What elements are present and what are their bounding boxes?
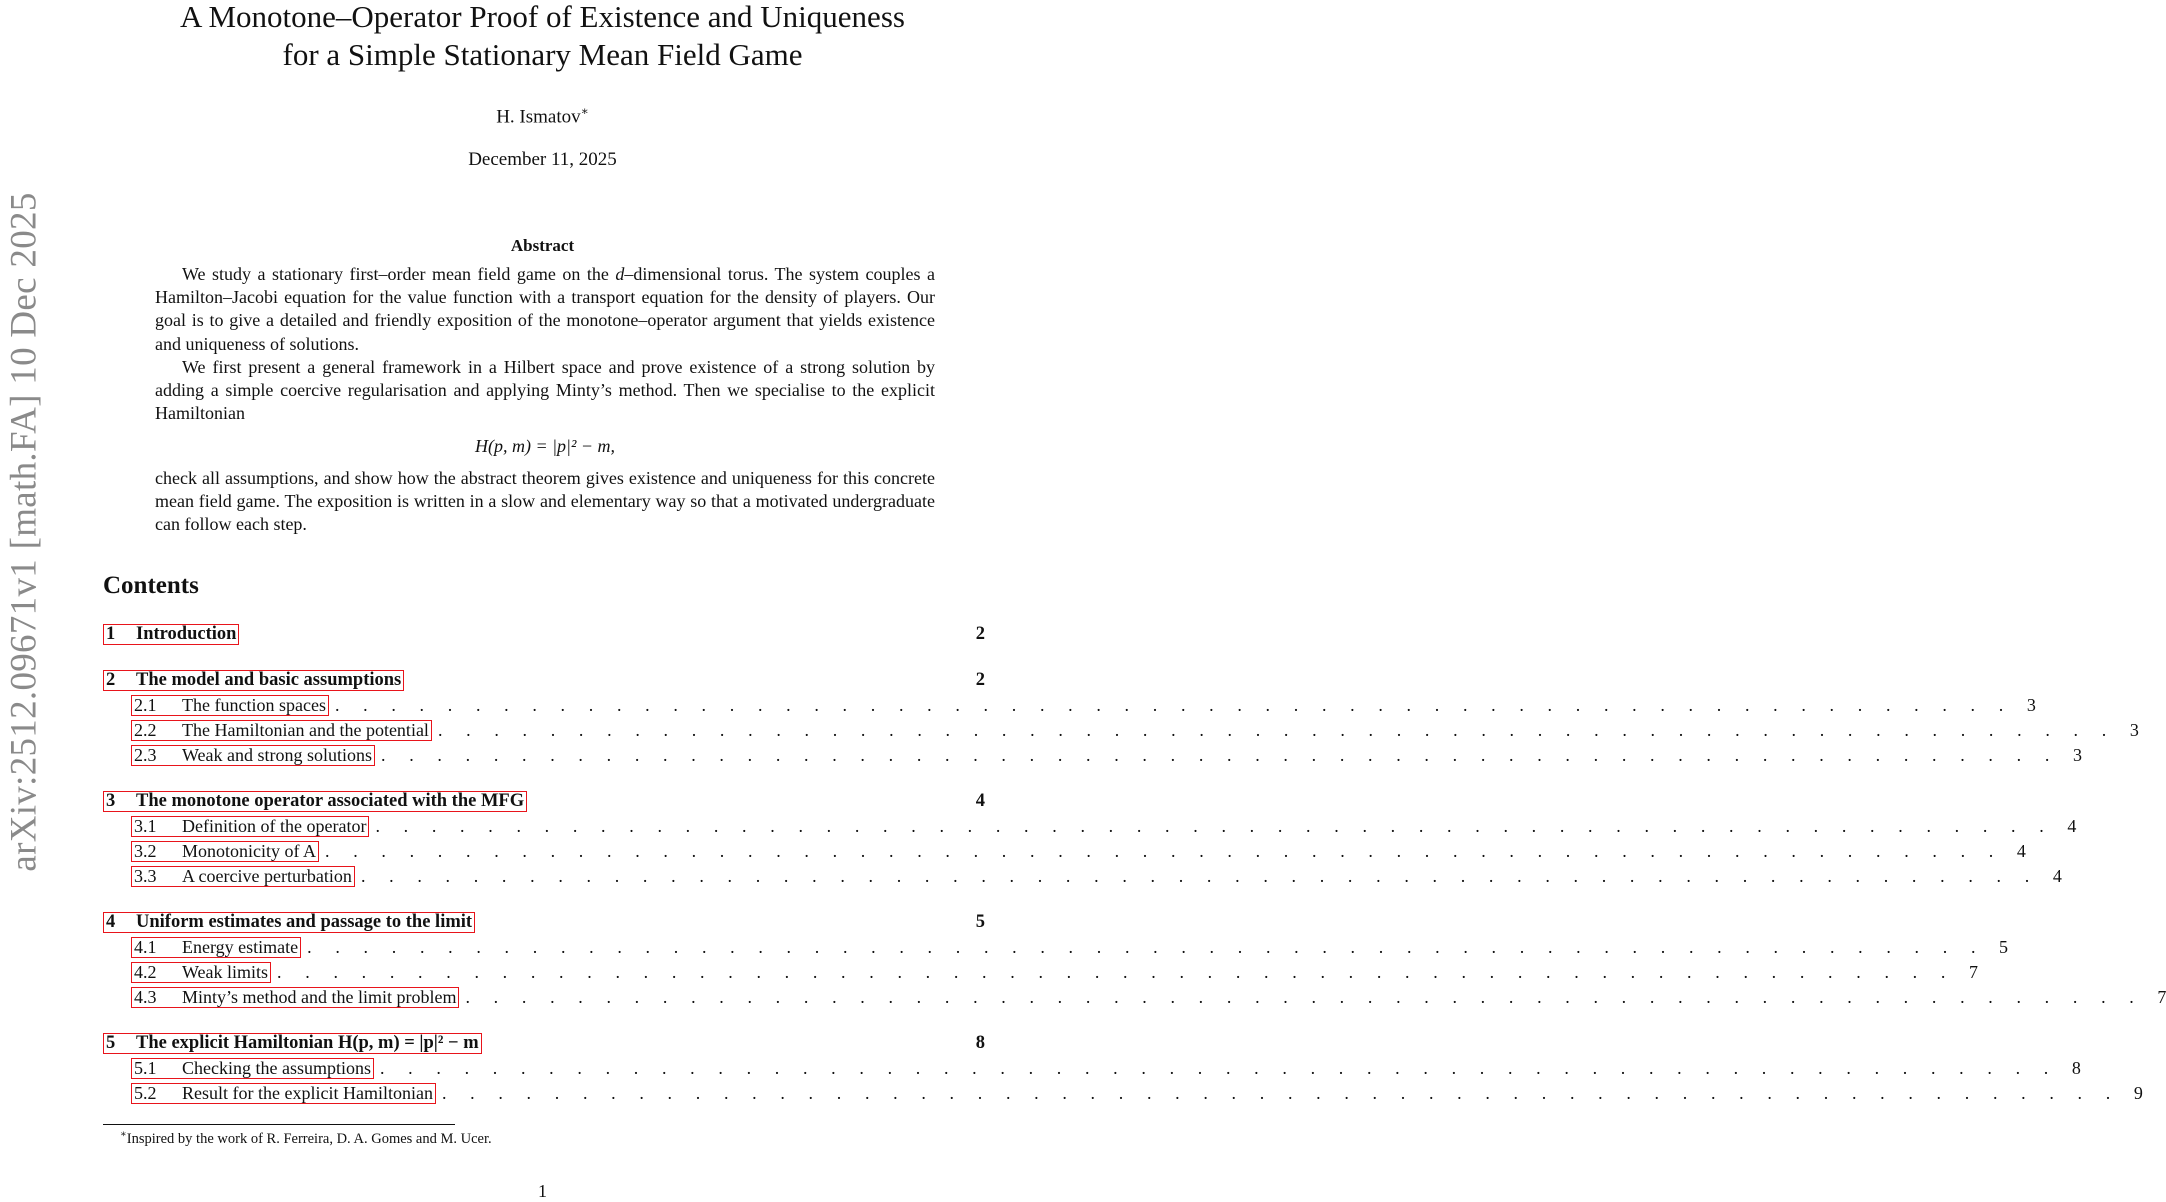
toc-link[interactable]	[131, 937, 301, 958]
page-ref[interactable]: 4	[2052, 866, 2062, 886]
page-ref[interactable]: 3	[2026, 695, 2036, 715]
subsection-number: 3.2	[134, 841, 157, 861]
leader-dots: . . . . . . . . . . . . . . . . . . . . . . . . . . . . . . . . . . . . . . . . . . . . . . . . . . . . . . . . . . . .	[307, 937, 1986, 957]
toc-subsection	[103, 745, 2082, 770]
toc-link[interactable]	[131, 720, 432, 741]
toc-subsection	[103, 841, 2026, 866]
section-title: Introduction	[136, 624, 237, 644]
page-ref[interactable]: 5	[1999, 937, 2009, 957]
section-title: The model and basic assumptions	[136, 670, 402, 690]
page-ref[interactable]: 9	[2133, 1083, 2143, 1103]
page-ref[interactable]: 5	[975, 912, 985, 932]
footnote-mark: ∗	[120, 1129, 127, 1140]
leader-dots: . . . . . . . . . . . . . . . . . . . . . . . . . . . . . . . . . . . . . . . . . . . . . . . . . . . . . . . . . . . .	[334, 695, 2013, 715]
page-ref[interactable]: 3	[2129, 720, 2139, 740]
page-ref[interactable]: 4	[2067, 816, 2077, 836]
section-number: 2	[106, 670, 116, 690]
paper-title	[100, 0, 985, 74]
abstract-paragraph-2: We first present a general framework in a Hilbert space and prove existence of a strong solution by adding a simple coercive regularisation and applying Minty’s method. Then we specialise to the explicit Hamiltonian	[155, 356, 935, 424]
section-title: The explicit Hamiltonian H(p, m) = |p|² − m	[136, 1033, 479, 1053]
date: December 11, 2025	[468, 149, 617, 170]
page-ref[interactable]: 8	[975, 1033, 985, 1053]
section-number: 5	[106, 1033, 116, 1053]
leader-dots: . . . . . . . . . . . . . . . . . . . . . . . . . . . . . . . . . . . . . . . . . . . . . . . . . . . . . . . . . . . .	[375, 816, 2054, 836]
text: We study a stationary first–order mean field game on the	[182, 264, 616, 284]
toc-subsection	[103, 695, 2036, 720]
author	[100, 104, 985, 128]
abstract-body	[155, 263, 935, 536]
abstract-paragraph-3: check all assumptions, and show how the abstract theorem gives existence and uniqueness for this concrete mean field game. The exposition is written in a slow and elementary way so that a motivated undergraduate can follow each step.	[155, 467, 935, 535]
page-ref[interactable]: 4	[2016, 841, 2026, 861]
subsection-title: Weak limits	[182, 962, 269, 982]
toc-link[interactable]	[103, 670, 404, 691]
page-ref[interactable]: 3	[2072, 745, 2082, 765]
toc-subsection	[103, 937, 2009, 962]
page-ref[interactable]: 4	[975, 791, 985, 811]
page-ref[interactable]: 8	[2071, 1058, 2081, 1078]
toc-link[interactable]	[103, 624, 239, 645]
leader-dots: . . . . . . . . . . . . . . . . . . . . . . . . . . . . . . . . . . . . . . . . . . . . . . . . . . . . . . . . . . . .	[441, 1083, 2120, 1103]
toc-link[interactable]	[131, 745, 375, 766]
leader-dots: . . . . . . . . . . . . . . . . . . . . . . . . . . . . . . . . . . . . . . . . . . . . . . . . . . . . . . . . . . . .	[325, 841, 2003, 861]
toc-subsection	[103, 987, 2166, 1012]
leader-dots: . . . . . . . . . . . . . . . . . . . . . . . . . . . . . . . . . . . . . . . . . . . . . . . . . . . . . . . . . . . .	[277, 962, 1955, 982]
section-number: 4	[106, 912, 116, 932]
table-of-contents	[103, 624, 2166, 1108]
subsection-title: Minty’s method and the limit problem	[182, 987, 457, 1007]
abstract-paragraph-1	[155, 263, 935, 356]
abstract-heading: Abstract	[510, 236, 575, 255]
subsection-number: 2.1	[134, 695, 157, 715]
toc-subsection	[103, 1058, 2081, 1083]
hamiltonian-equation: H(p, m) = |p|² − m,	[474, 436, 616, 457]
leader-dots: . . . . . . . . . . . . . . . . . . . . . . . . . . . . . . . . . . . . . . . . . . . . . . . . . . . . . . . . . . . .	[360, 866, 2039, 886]
leader-dots: . . . . . . . . . . . . . . . . . . . . . . . . . . . . . . . . . . . . . . . . . . . . . . . . . . . . . . . . . . . .	[379, 1058, 2058, 1078]
toc-subsection	[103, 962, 1978, 987]
toc-link[interactable]	[131, 962, 271, 983]
toc-link[interactable]	[131, 816, 369, 837]
subsection-title: The Hamiltonian and the potential	[182, 720, 429, 740]
toc-section	[103, 624, 985, 649]
section-title: The monotone operator associated with the MFG	[136, 791, 525, 811]
subsection-number: 2.3	[134, 745, 157, 765]
toc-subsection	[103, 866, 2062, 891]
subsection-number: 3.1	[134, 816, 157, 836]
text: –dimensional torus. The system couples a Hamilton–Jacobi equation for the value function with a transport equation for the density of players. Our goal is to give a detailed and friendly exposition of the monotone–operator argument that yields existence and uniqueness of solutions.	[155, 264, 935, 354]
author-name: H. Ismatov	[496, 106, 581, 128]
subsection-title: Result for the explicit Hamiltonian	[182, 1083, 433, 1103]
subsection-title: Weak and strong solutions	[182, 745, 373, 765]
subsection-number: 5.1	[134, 1058, 157, 1078]
subsection-title: The function spaces	[182, 695, 326, 715]
contents-heading: Contents	[103, 572, 199, 599]
subsection-title: Monotonicity of A	[182, 841, 316, 861]
subsection-number: 4.2	[134, 962, 157, 982]
toc-link[interactable]	[103, 791, 527, 812]
toc-section	[103, 912, 985, 937]
toc-link[interactable]	[131, 1058, 374, 1079]
page-number: 1	[538, 1181, 547, 1201]
toc-subsection	[103, 816, 2077, 841]
footnote-rule	[103, 1124, 455, 1125]
page-ref[interactable]: 2	[975, 670, 985, 690]
section-number: 1	[106, 624, 116, 644]
toc-link[interactable]	[103, 1033, 482, 1054]
leader-dots: . . . . . . . . . . . . . . . . . . . . . . . . . . . . . . . . . . . . . . . . . . . . . . . . . . . . . . . . . . . .	[381, 745, 2059, 765]
subsection-number: 2.2	[134, 720, 157, 740]
leader-dots: . . . . . . . . . . . . . . . . . . . . . . . . . . . . . . . . . . . . . . . . . . . . . . . . . . . . . . . . . . . .	[465, 987, 2144, 1007]
subsection-title: A coercive perturbation	[182, 866, 352, 886]
toc-link[interactable]	[131, 987, 459, 1008]
subsection-number: 4.1	[134, 937, 157, 957]
page-ref[interactable]: 7	[2157, 987, 2166, 1007]
page-ref[interactable]: 7	[1968, 962, 1978, 982]
toc-subsection	[103, 720, 2139, 745]
math-var: d	[615, 264, 625, 284]
subsection-number: 5.2	[134, 1083, 157, 1103]
subsection-number: 4.3	[134, 987, 157, 1007]
subsection-title: Checking the assumptions	[182, 1058, 371, 1078]
leader-dots: . . . . . . . . . . . . . . . . . . . . . . . . . . . . . . . . . . . . . . . . . . . . . . . . . . . . . . . . . . . .	[437, 720, 2116, 740]
subsection-title: Energy estimate	[182, 937, 299, 957]
toc-link[interactable]	[131, 695, 329, 716]
toc-section	[103, 1033, 985, 1058]
toc-link[interactable]	[131, 1083, 436, 1104]
title-line-1: A Monotone–Operator Proof of Existence and Uniqueness	[180, 0, 905, 34]
toc-link[interactable]	[131, 866, 355, 887]
arxiv-sidebar-stamp: arXiv:2512.09671v1 [math.FA] 10 Dec 2025	[3, 192, 45, 872]
toc-section	[103, 791, 985, 816]
toc-subsection	[103, 1083, 2143, 1108]
section-number: 3	[106, 791, 116, 811]
toc-link[interactable]	[131, 841, 319, 862]
page-ref[interactable]: 2	[975, 624, 985, 644]
footnote-mark[interactable]: ∗	[580, 104, 589, 118]
section-title: Uniform estimates and passage to the limit	[136, 912, 473, 932]
toc-section	[103, 670, 985, 695]
toc-link[interactable]	[103, 912, 475, 933]
title-line-2: for a Simple Stationary Mean Field Game	[282, 37, 803, 72]
footnote	[120, 1129, 492, 1148]
subsection-title: Definition of the operator	[182, 816, 367, 836]
footnote-text: Inspired by the work of R. Ferreira, D. A. Gomes and M. Ucer.	[126, 1130, 492, 1147]
subsection-number: 3.3	[134, 866, 157, 886]
